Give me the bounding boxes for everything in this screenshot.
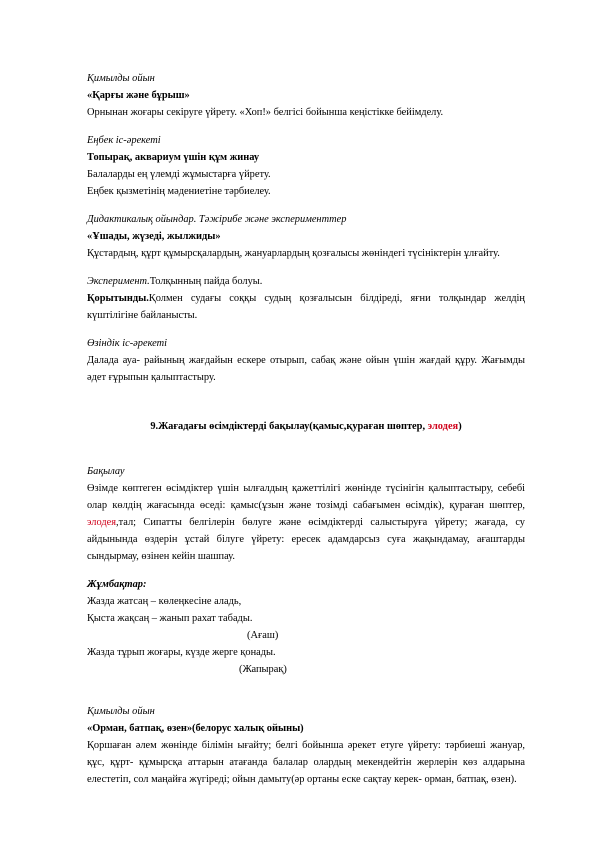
section-didactic: [87, 211, 525, 262]
section-heading: Жұмбақтар:: [87, 579, 147, 590]
experiment-label: Эксперимент.: [87, 276, 150, 287]
conclusion-line: [87, 290, 525, 324]
paragraph: Қоршаған әлем жөнінде білімін ығайту; белгі бойынша әрекет етуге үйрету: тәрбиеші жануар, құс, құрт- құмырсқа аттарын атағанда балалар олардың мекендейтін жерлерін көз алдарына елестетіп, сол маңайға жүгіреді; ойын дамыту(әр ортаны еске сақтау керек- орман, батпақ, өзен).: [87, 740, 525, 785]
section-riddles: [87, 576, 525, 678]
title-end: ): [458, 421, 462, 432]
section-heading: Дидактикалық ойындар. Тәжірибе және эксперименттер: [87, 214, 347, 225]
section-independent: [87, 335, 525, 386]
document-page: [87, 70, 525, 799]
section-heading: Өзіндік іс-әрекеті: [87, 338, 168, 349]
section-heading: Еңбек іс-әрекеті: [87, 135, 161, 146]
paragraph: Орнынан жоғары секіруге үйрету. «Хоп!» белгісі бойынша кеңістікке бейімделу.: [87, 107, 444, 118]
paragraph: Далада ауа- райының жағдайын ескере отырып, сабақ және ойын үшін жағдай құру. Жағымды әдет ғұрыпын қалыптастыру.: [87, 355, 525, 383]
highlight-word: элодея: [87, 517, 117, 528]
riddle-line: Жазда тұрып жоғары, күзде жерге қонады.: [87, 647, 276, 658]
game-title: «Орман, батпақ, өзен»(белорус халық ойыны): [87, 723, 304, 734]
task-title: Топырақ, аквариум үшін құм жинау: [87, 152, 260, 163]
conclusion-text: Қолмен судағы соққы судың қозғалысын білдіреді, яғни толқындар желдің күштілігіне байланысты.: [87, 293, 525, 321]
paragraph-part: Өзімде көптеген өсімдіктер үшін ылғалдың қажеттілігі жөнінде түсінігін қалыптастыру, себебі олар көлдің жағасында өседі: қамыс(ұзын және тозімді сабағымен өсімдік), қураған шөптер,: [87, 483, 525, 511]
game-title: «Ұшады, жүзеді, жылжиды»: [87, 231, 221, 242]
section-experiment: [87, 273, 525, 324]
paragraph: Еңбек қызметінің мәдениетіне тәрбиелеу.: [87, 186, 271, 197]
section-heading: Қимылды ойын: [87, 73, 155, 84]
paragraph-part: ,тал; Сипатты белгілерін бөлуге және өсімдіктерді салыстыруға үйрету; жағада, су айдынында өздерін ұстай білуге үйрету: ересек адамдарсыз суға жақындамау, ағаштарды сындырмау, өзінен кейін шашпау.: [87, 517, 525, 562]
page-title: [87, 418, 525, 435]
paragraph: [87, 480, 525, 565]
experiment-line: [87, 273, 525, 290]
paragraph: Құстардың, құрт құмырсқалардың, жануарлардың қозғалысы жөніндегі түсініктерін ұлғайту.: [87, 248, 500, 259]
section-labor: [87, 132, 525, 200]
riddle-answer: (Жапырақ): [239, 664, 287, 675]
riddle-line: Жазда жатсаң – көлеңкесіне аладь,: [87, 596, 242, 607]
title-red-word: элодея: [427, 421, 459, 432]
section-heading: Қимылды ойын: [87, 706, 155, 717]
riddle-answer: (Ағаш): [247, 630, 279, 641]
title-text: 9.Жағадағы өсімдіктерді бақылау(қамыс,қураған шөптер,: [150, 421, 428, 432]
game-title: «Қарғы және бұрыш»: [87, 90, 190, 101]
spacer: [87, 689, 525, 703]
section-heading: Бақылау: [87, 466, 125, 477]
section-motion-game-2: [87, 703, 525, 788]
section-observation: [87, 463, 525, 565]
section-motion-game-1: [87, 70, 525, 121]
experiment-text: Толқынның пайда болуы.: [149, 276, 263, 287]
riddle-line: Қыста жақсаң – жанып рахат табады.: [87, 613, 253, 624]
paragraph: Балаларды ең үлемді жұмыстарға үйрету.: [87, 169, 271, 180]
conclusion-label: Қорытынды.: [87, 293, 149, 304]
